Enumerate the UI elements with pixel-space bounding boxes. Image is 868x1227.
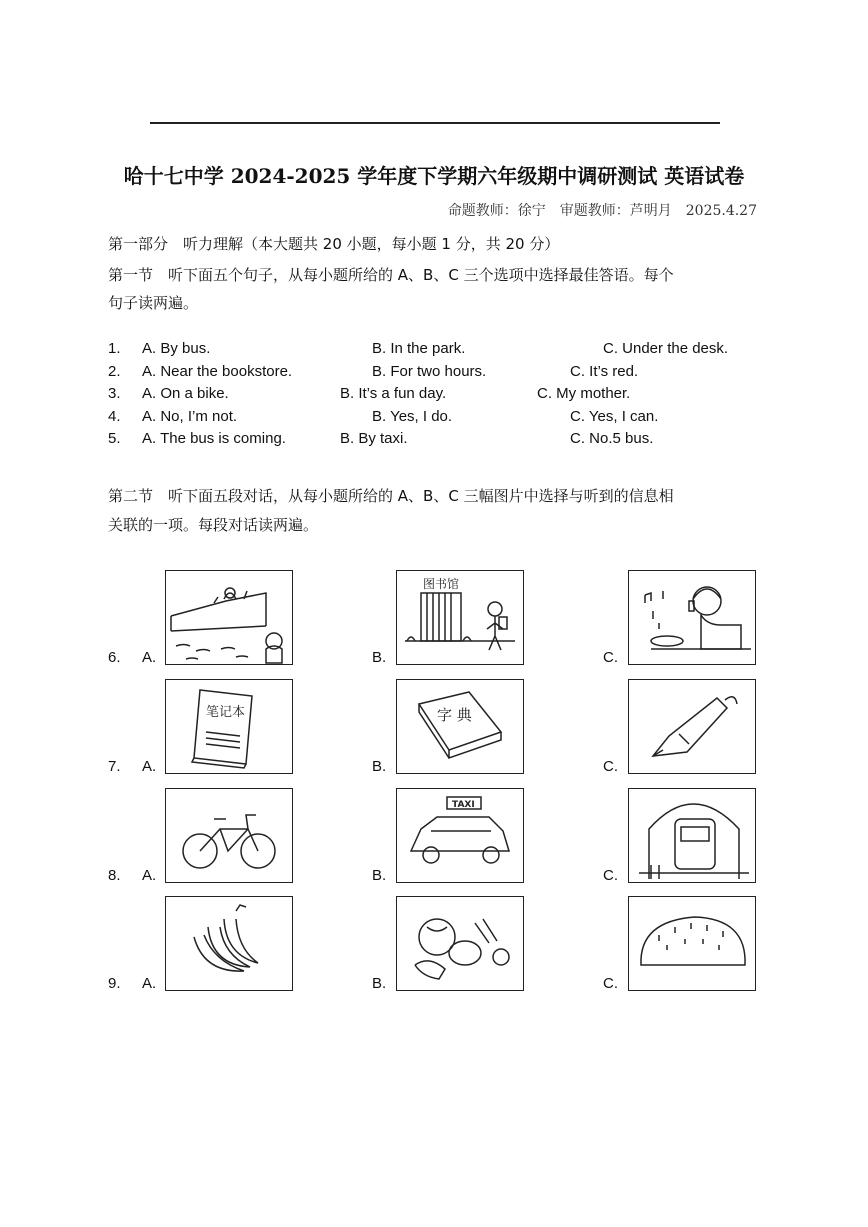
- notebook-icon[interactable]: [165, 679, 293, 774]
- question-row: [108, 385, 768, 408]
- question-number: 1.: [108, 340, 121, 357]
- question-row: [108, 430, 768, 453]
- picture-question-8: [108, 788, 768, 884]
- option-a: A. No, I’m not.: [142, 407, 238, 425]
- option-b-label: B.: [372, 867, 387, 884]
- section2-instruction-line1: 第二节 听下面五段对话，从每小题所给的 A、B、C 三幅图片中选择与听到的信息相: [108, 487, 674, 505]
- subway-train-icon[interactable]: [628, 788, 756, 883]
- option-c-label: C.: [603, 649, 618, 666]
- bananas-icon[interactable]: [165, 896, 293, 991]
- option-a: A. On a bike.: [142, 385, 229, 402]
- option-b-label: B.: [372, 975, 387, 992]
- top-rule: [150, 122, 720, 124]
- option-a: A. By bus.: [142, 340, 211, 357]
- library-walk-icon[interactable]: [396, 570, 524, 665]
- option-a: A. The bus is coming.: [142, 430, 286, 447]
- picture-question-9: [108, 896, 768, 992]
- library-sign: 图书馆: [423, 577, 460, 591]
- question-number: 5.: [108, 430, 121, 447]
- question-number: 2.: [108, 362, 121, 380]
- pen-icon[interactable]: [628, 679, 756, 774]
- bicycle-icon[interactable]: [165, 788, 293, 883]
- question-row: [108, 363, 768, 386]
- question-row: [108, 340, 768, 363]
- bread-icon[interactable]: [628, 896, 756, 991]
- exam-title: 哈十七中学 2024-2025 学年度下学期六年级期中调研测试 英语试卷: [123, 164, 745, 188]
- option-a-label: A.: [142, 975, 157, 992]
- option-a-label: A.: [142, 758, 157, 775]
- option-c-label: C.: [603, 867, 618, 884]
- question-number: 4.: [108, 407, 121, 425]
- question-number: 6.: [108, 649, 121, 666]
- listening-music-icon[interactable]: [628, 570, 756, 665]
- dictionary-icon[interactable]: [396, 679, 524, 774]
- picture-question-7: [108, 679, 768, 775]
- taxi-icon[interactable]: [396, 788, 524, 883]
- question-row: [108, 408, 768, 431]
- teacher-info: 命题教师：徐宁 审题教师：芦明月 2025.4.27: [447, 203, 757, 219]
- people-wall-icon[interactable]: [165, 570, 293, 665]
- option-c: C. Under the desk.: [603, 340, 729, 357]
- question-number: 7.: [108, 758, 121, 775]
- option-a: A. Near the bookstore.: [142, 362, 293, 380]
- option-c: C. It’s red.: [570, 362, 639, 380]
- option-b: B. It’s a fun day.: [340, 385, 447, 402]
- part-heading: 第一部分 听力理解（本大题共 20 小题，每小题 1 分，共 20 分）: [108, 235, 560, 253]
- option-b-label: B.: [372, 758, 387, 775]
- question-number: 3.: [108, 385, 121, 402]
- option-b: B. For two hours.: [372, 362, 487, 380]
- question-number: 9.: [108, 975, 121, 992]
- option-c-label: C.: [603, 975, 618, 992]
- option-a-label: A.: [142, 649, 157, 666]
- option-b: B. Yes, I do.: [372, 407, 453, 425]
- option-c: C. My mother.: [537, 385, 631, 402]
- option-c: C. Yes, I can.: [570, 407, 659, 425]
- picture-question-6: [108, 570, 768, 666]
- section1-instruction-line1: 第一节 听下面五个句子，从每小题所给的 A、B、C 三个选项中选择最佳答语。每个: [108, 266, 674, 284]
- option-c: C. No.5 bus.: [570, 430, 654, 447]
- question-number: 8.: [108, 867, 121, 884]
- option-b: B. In the park.: [372, 340, 466, 357]
- section2-instruction-line2: 关联的一项。每段对话读两遍。: [108, 516, 319, 534]
- option-a-label: A.: [142, 867, 157, 884]
- option-b: B. By taxi.: [340, 430, 408, 447]
- option-b-label: B.: [372, 649, 387, 666]
- section1-questions: [108, 340, 768, 453]
- taxi-sign: TAXI: [452, 800, 475, 810]
- vegetables-icon[interactable]: [396, 896, 524, 991]
- option-c-label: C.: [603, 758, 618, 775]
- dictionary-label: 字 典: [437, 706, 472, 724]
- section1-instruction-line2: 句子读两遍。: [108, 294, 199, 312]
- notebook-label: 笔记本: [206, 705, 246, 720]
